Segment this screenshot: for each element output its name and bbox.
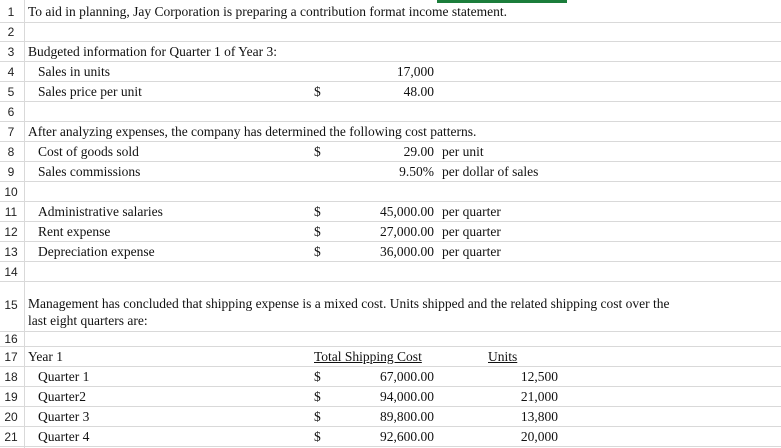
row-number[interactable]: 1 [7, 5, 15, 19]
cell-currency[interactable]: $ [314, 429, 321, 444]
cell-value[interactable]: 17,000 [396, 64, 434, 79]
row-number[interactable]: 8 [7, 145, 15, 159]
cell-unit[interactable]: per unit [442, 144, 484, 159]
cell-currency[interactable]: $ [314, 204, 321, 219]
cell-unit[interactable]: per quarter [442, 244, 501, 259]
grid-line [0, 61, 781, 62]
row-number[interactable]: 3 [7, 45, 15, 59]
row-number[interactable]: 16 [4, 332, 18, 346]
row-header-divider [24, 0, 25, 448]
cell-label[interactable]: Administrative salaries [38, 204, 163, 219]
cell-value[interactable]: 9.50% [399, 164, 434, 179]
cell-units[interactable]: 21,000 [520, 389, 558, 404]
column-header-total-shipping-cost[interactable]: Total Shipping Cost [314, 349, 422, 364]
grid-line [0, 331, 781, 332]
cell-units[interactable]: 12,500 [520, 369, 558, 384]
row-number[interactable]: 19 [4, 390, 18, 404]
cell-label[interactable]: Sales commissions [38, 164, 141, 179]
cell-cost-heading[interactable]: After analyzing expenses, the company has determined the following cost patterns. [28, 124, 477, 139]
cell-currency[interactable]: $ [314, 369, 321, 384]
row-number[interactable]: 13 [4, 245, 18, 259]
cell-value[interactable]: 45,000.00 [380, 204, 434, 219]
row-number[interactable]: 15 [4, 298, 18, 312]
grid-line [0, 121, 781, 122]
row-number[interactable]: 9 [7, 165, 15, 179]
row-number[interactable]: 12 [4, 225, 18, 239]
grid-line [0, 241, 781, 242]
cell-unit[interactable]: per quarter [442, 204, 501, 219]
row-number[interactable]: 18 [4, 370, 18, 384]
cell-label[interactable]: Rent expense [38, 224, 111, 239]
cell-label[interactable]: Sales price per unit [38, 84, 142, 99]
grid-line [0, 366, 781, 367]
grid-line [0, 201, 781, 202]
cell-quarter-label[interactable]: Quarter 4 [38, 429, 90, 444]
row-number[interactable]: 7 [7, 125, 15, 139]
cell-shipping-cost[interactable]: 89,800.00 [380, 409, 434, 424]
cell-value[interactable]: 27,000.00 [380, 224, 434, 239]
cell-unit[interactable]: per dollar of sales [442, 164, 539, 179]
grid-line [0, 161, 781, 162]
cell-shipping-cost[interactable]: 92,600.00 [380, 429, 434, 444]
cell-currency[interactable]: $ [314, 244, 321, 259]
cell-units[interactable]: 13,800 [520, 409, 558, 424]
row-number[interactable]: 20 [4, 410, 18, 424]
grid-line [0, 221, 781, 222]
row-number[interactable]: 14 [4, 265, 18, 279]
cell-currency[interactable]: $ [314, 409, 321, 424]
grid-line [0, 261, 781, 262]
grid-line [0, 446, 781, 447]
cell-intro-text[interactable]: To aid in planning, Jay Corporation is preparing a contribution format income statement. [28, 4, 507, 19]
row-number[interactable]: 6 [7, 105, 15, 119]
cell-currency[interactable]: $ [314, 84, 321, 99]
cell-label[interactable]: Cost of goods sold [38, 144, 139, 159]
cell-unit[interactable]: per quarter [442, 224, 501, 239]
grid-line [0, 141, 781, 142]
cell-quarter-label[interactable]: Quarter2 [38, 389, 86, 404]
cell-shipping-text-line2[interactable]: last eight quarters are: [28, 313, 148, 328]
row-number[interactable]: 4 [7, 65, 15, 79]
cell-label[interactable]: Depreciation expense [38, 244, 155, 259]
cell-label[interactable]: Sales in units [38, 64, 111, 79]
cell-value[interactable]: 29.00 [403, 144, 434, 159]
grid-line [0, 386, 781, 387]
grid-line [0, 346, 781, 347]
cell-quarter-label[interactable]: Quarter 1 [38, 369, 90, 384]
grid-line [0, 22, 781, 23]
row-number[interactable]: 5 [7, 85, 15, 99]
grid-line [0, 101, 781, 102]
cell-currency[interactable]: $ [314, 224, 321, 239]
cell-shipping-cost[interactable]: 67,000.00 [380, 369, 434, 384]
cell-value[interactable]: 48.00 [403, 84, 434, 99]
selected-cell-border [437, 0, 567, 3]
grid-line [0, 426, 781, 427]
row-number[interactable]: 10 [4, 185, 18, 199]
row-number[interactable]: 17 [4, 350, 18, 364]
cell-currency[interactable]: $ [314, 389, 321, 404]
cell-shipping-cost[interactable]: 94,000.00 [380, 389, 434, 404]
column-header-units[interactable]: Units [488, 349, 518, 364]
grid-line [0, 181, 781, 182]
grid-line [0, 81, 781, 82]
cell-currency[interactable]: $ [314, 144, 321, 159]
grid-line [0, 281, 781, 282]
cell-budget-heading[interactable]: Budgeted information for Quarter 1 of Year 3: [28, 44, 277, 59]
cell-shipping-text[interactable]: Management has concluded that shipping expense is a mixed cost. Units shipped and the related shipping cost over the [28, 296, 670, 311]
grid-line [0, 41, 781, 42]
grid-line [0, 406, 781, 407]
row-number[interactable]: 2 [7, 25, 15, 39]
cell-value[interactable]: 36,000.00 [380, 244, 434, 259]
row-number[interactable]: 11 [4, 205, 18, 219]
cell-year-label[interactable]: Year 1 [28, 349, 64, 364]
cell-quarter-label[interactable]: Quarter 3 [38, 409, 90, 424]
row-number[interactable]: 21 [4, 430, 18, 444]
cell-units[interactable]: 20,000 [520, 429, 558, 444]
